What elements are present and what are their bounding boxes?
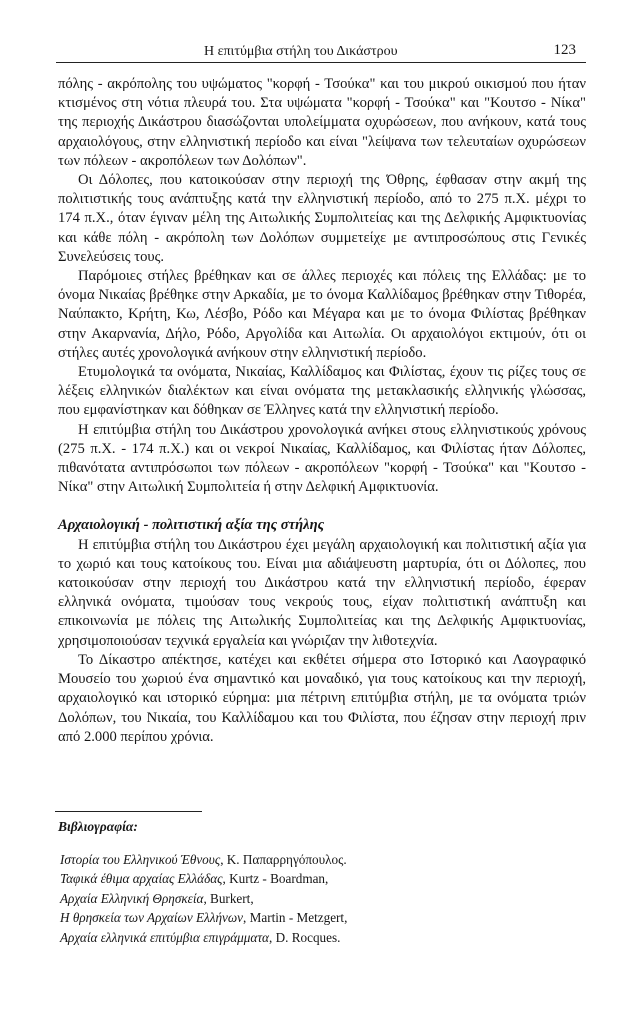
bibliography-title: Η θρησκεία των Αρχαίων Ελλήνων bbox=[60, 910, 244, 926]
page-header bbox=[56, 40, 586, 63]
bibliography-entry bbox=[60, 908, 347, 927]
bibliography-entry bbox=[60, 869, 347, 888]
bibliography-author: , Martin - Metzgert, bbox=[243, 910, 348, 926]
paragraph: Οι Δόλοπες, που κατοικούσαν στην περιοχή της Όθρης, έφθασαν στην ακμή της πολιτιστικής τους ανάπτυξης κατά την ελληνιστική περίοδο, από το 275 π.Χ. μέχρι το 174 π.Χ., όταν έγιναν μέλη της Αιτωλικής Συμπολιτείας και της Δελφικής Αμφικτυονίας και κάθε πόλη - ακρόπολη των Δολόπων συμμετείχε με αντιπροσώπους στις Γενικές Συνελεύσεις τους. bbox=[58, 172, 586, 265]
paragraph: Η επιτύμβια στήλη του Δικάστρου έχει μεγάλη αρχαιολογική και πολιτιστική αξία για το χωριό και τους κατοίκους του. Είναι μια αδιάψευστη μαρτυρία, ότι οι Δόλοπες, που κατοικούσαν στην περιοχή του Δικάστρου κατά την ελληνιστική περίοδο, έφεραν ελληνικά ονόματα, τιμούσαν τους νεκρούς τους, είχαν πολιτιστική ανάπτυξη και επικοινωνία με πόλεις της Αιτωλικής Συμπολιτείας και της Δελφικής Αμφικτυονίας, χρησιμοποιούσαν τεχνικά εργαλεία και γνώριζαν την λιθοτεχνία. bbox=[58, 536, 586, 649]
bibliography-title: Ταφικά έθιμα αρχαίας Ελλάδας bbox=[60, 871, 223, 887]
bibliography-title: Αρχαία ελληνικά επιτύμβια επιγράμματα bbox=[60, 929, 269, 945]
bibliography-author: , Kurtz - Boardman, bbox=[222, 871, 329, 887]
bibliography-title: Ιστορία του Ελληνικού Έθνους bbox=[60, 852, 221, 867]
paragraph: Το Δίκαστρο απέκτησε, κατέχει και εκθέτει σήμερα στο Ιστορικό και Λαογραφικό Μουσείο του χωριού ένα σημαντικό και μοναδικό, για τους κατοίκους και την περιοχή, αρχαιολογικό και ιστορικό εύρημα: μια πέτρινη επιτύμβια στήλη, με τα ονόματα τριών Δολόπων, του Νικαία, του Καλλίδαμου και του Φιλίστα, που έζησαν στην περιοχή πριν από 2.000 περίπου χρόνια. bbox=[58, 651, 586, 745]
bibliography-heading: Βιβλιογραφία: bbox=[58, 819, 138, 834]
bibliography-author: , Κ. Παπαρρηγόπουλος. bbox=[220, 852, 347, 867]
bibliography-entry bbox=[60, 889, 347, 908]
bibliography-title: Αρχαία Ελληνική Θρησκεία bbox=[60, 890, 204, 906]
page-number: 123 bbox=[553, 42, 576, 58]
main-text bbox=[58, 75, 586, 747]
bibliography-entry bbox=[60, 850, 347, 869]
paragraph: πόλης - ακρόπολης του υψώματος "κορφή - Τσούκα" και του μικρού οικισμού που ήταν κτισμένος στη νότια πλευρά του. Στα υψώματα "κορφή - Τσούκα" και "Κουτσο - Νίκα" της περιοχής Δικάστρου διασώζονται υπολείμματα οχυρώσεων, που ανήκουν, κατά τους αρχαιολόγους, στην ελληνιστική περίοδο και είναι "λείψανα των τελευταίων οχυρώσεων των πόλεων - ακροπόλεων των Δολόπων". bbox=[58, 76, 586, 169]
bibliography-divider bbox=[55, 811, 202, 812]
bibliography-list bbox=[60, 850, 347, 947]
paragraph: Ετυμολογικά τα ονόματα, Νικαίας, Καλλίδαμος και Φιλίστας, έχουν τις ρίζες τους σε λέξεις ελληνικών διαλέκτων και είναι ονόματα της μετακλασικής ελληνικής γλώσσας, που εμφανίστηκαν και δόθηκαν σε Έλληνες κατά την ελληνιστική περίοδο. bbox=[58, 364, 586, 419]
bibliography-author: , D. Rocques. bbox=[268, 929, 341, 945]
bibliography-author: , Burkert, bbox=[203, 890, 254, 906]
paragraph: Η επιτύμβια στήλη του Δικάστρου χρονολογικά ανήκει στους ελληνιστικούς χρόνους (275 π.Χ. - 174 π.Χ.) και οι νεκροί Νικαίας, Καλλίδαμος, και Φιλίστας ήταν Δόλοπες, πιθανότατα αντιπρόσωποι των πόλεων - ακροπόλεων "κορφή - Τσούκα" και "Κουτσο - Νίκα" στην Αιτωλική Συμπολιτεία ή στην Δελφική Αμφικτυονία. bbox=[58, 421, 586, 496]
running-title: Η επιτύμβια στήλη του Δικάστρου bbox=[204, 44, 398, 59]
paragraph: Παρόμοιες στήλες βρέθηκαν και σε άλλες περιοχές και πόλεις της Ελλάδας: με το όνομα Νικαίας βρέθηκε στην Αρκαδία, με το όνομα Καλλίδαμος βρέθηκαν στην Τιθορέα, Ναύπακτο, Κρήτη, Κω, Λέσβο, Ρόδο και Μέγαρα και με το όνομα Φιλίστας βρέθηκαν στην Ακαρνανία, Δήλο, Ρόδο, Αργολίδα και Αιτωλία. Οι αρχαιολόγοι εκτιμούν, ότι οι στήλες αυτές χρονολογικά ανήκουν στην ελληνιστική περίοδο. bbox=[58, 268, 586, 361]
section-heading: Αρχαιολογική - πολιτιστική αξία της στήλης bbox=[58, 517, 325, 534]
bibliography-entry bbox=[60, 928, 347, 947]
